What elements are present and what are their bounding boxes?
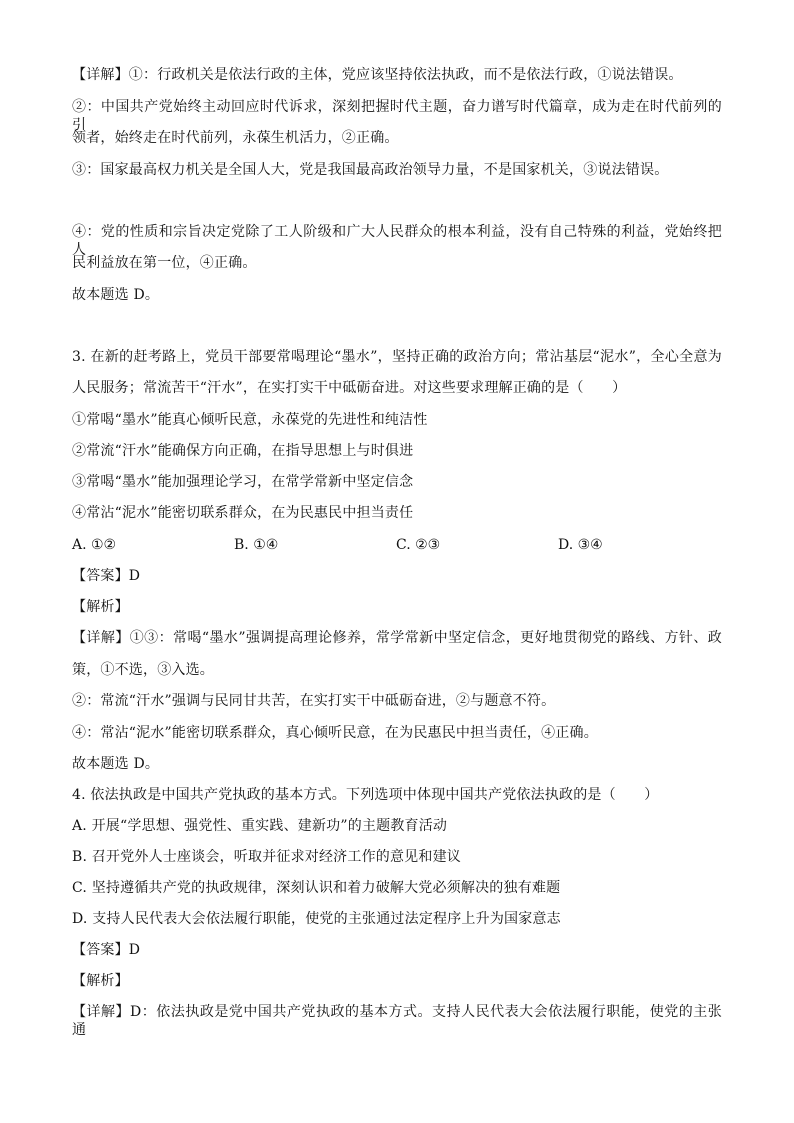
statement-2: ②常流“汗水”能确保方向正确，在指导思想上与时俱进 bbox=[72, 443, 414, 459]
q4-option-c: C. 坚持遵循共产党的执政规律，深刻认识和着力破解大党必须解决的独有难题 bbox=[72, 880, 561, 896]
text-line: 故本题选 D。 bbox=[72, 756, 160, 772]
text-line: 领者，始终走在时代前列，永葆生机活力，②正确。 bbox=[72, 130, 399, 146]
statement-4: ④常沾“泥水”能密切联系群众，在为民惠民中担当责任 bbox=[72, 505, 414, 521]
text-line: 故本题选 D。 bbox=[72, 287, 160, 303]
text-line: 【详解】①：行政机关是依法行政的主体，党应该坚持依法执政，而不是依法行政，①说法错误。 bbox=[72, 67, 683, 83]
text-line: 【详解】D：依法执政是党中国共产党执政的基本方式。支持人民代表大会依法履行职能，使党的主张通 bbox=[72, 1004, 722, 1038]
analysis-label: 【解析】 bbox=[72, 599, 129, 615]
statement-3: ③常喝“墨水”能加强理论学习，在常学常新中坚定信念 bbox=[72, 474, 414, 490]
question-3-stem: 人民服务；常流苦干“汗水”，在实打实干中砥砺奋进。对这些要求理解正确的是（ ） bbox=[72, 380, 627, 396]
answer-label: 【答案】D bbox=[72, 942, 141, 958]
question-3-stem: 3. 在新的赶考路上，党员干部要常喝理论“墨水”，坚持正确的政治方向；常沾基层“泥水”，全心全意为 bbox=[72, 349, 722, 365]
text-line: 策，①不选，③入选。 bbox=[72, 662, 214, 678]
analysis-label: 【解析】 bbox=[72, 973, 129, 989]
option-c: C. ②③ bbox=[396, 537, 441, 553]
text-line: ②：常流“汗水”强调与民同甘共苦，在实打实干中砥砺奋进，②与题意不符。 bbox=[72, 693, 556, 709]
q4-option-b: B. 召开党外人士座谈会，听取并征求对经济工作的意见和建议 bbox=[72, 849, 461, 865]
option-d: D. ③④ bbox=[558, 537, 603, 553]
q4-option-d: D. 支持人民代表大会依法履行职能，使党的主张通过法定程序上升为国家意志 bbox=[72, 911, 561, 927]
answer-label: 【答案】D bbox=[72, 568, 141, 584]
text-line: 【详解】①③：常喝“墨水”强调提高理论修养，常学常新中坚定信念，更好地贯彻党的路线、方针、政 bbox=[72, 630, 722, 646]
statement-1: ①常喝“墨水”能真心倾听民意，永葆党的先进性和纯洁性 bbox=[72, 412, 428, 428]
question-4-stem: 4. 依法执政是中国共产党执政的基本方式。下列选项中体现中国共产党依法执政的是（ ） bbox=[72, 787, 659, 803]
text-line: ③：国家最高权力机关是全国人大，党是我国最高政治领导力量，不是国家机关，③说法错误。 bbox=[72, 162, 669, 178]
text-line: 民利益放在第一位，④正确。 bbox=[72, 255, 257, 271]
text-line: ④：党的性质和宗旨决定党除了工人阶级和广大人民群众的根本利益，没有自己特殊的利益，党始终把人 bbox=[72, 224, 722, 258]
text-line: ②：中国共产党始终主动回应时代诉求，深刻把握时代主题，奋力谱写时代篇章，成为走在时代前列的引 bbox=[72, 99, 722, 133]
q4-option-a: A. 开展“学思想、强党性、重实践、建新功”的主题教育活动 bbox=[72, 818, 448, 834]
text-line: ④：常沾“泥水”能密切联系群众，真心倾听民意，在为民惠民中担当责任，④正确。 bbox=[72, 725, 598, 741]
option-b: B. ①④ bbox=[234, 537, 279, 553]
option-a: A. ①② bbox=[72, 537, 117, 553]
